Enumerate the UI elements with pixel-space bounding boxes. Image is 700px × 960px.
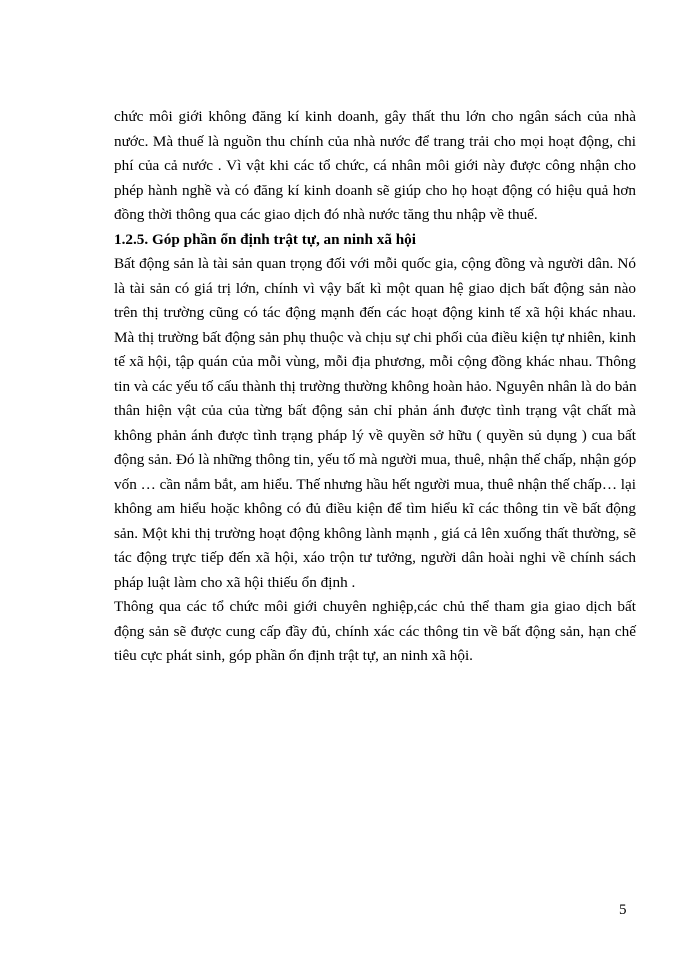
text-line: chức môi giới không đăng kí kinh doanh, gây thất thu lớn cho ngân sách của nhà [114, 108, 636, 125]
text-line: là tài sản có giá trị lớn, chính vì vậy bất kì một quan hệ giao dịch bất động sản nào [114, 279, 636, 297]
text-line: tiêu cực phát sinh, góp phần ổn định trật tự, an ninh xã hội. [114, 647, 473, 664]
text-line: Thông qua các tổ chức môi giới chuyên nghiệp,các chủ thể tham gia giao dịch bất [114, 598, 636, 615]
text-line: động sản sẽ được cung cấp đầy đủ, chính xác các thông tin về bất động sản, hạn chế [114, 622, 636, 640]
text-line: đồng thời thông qua các giao dịch đó nhà nước tăng thu nhập về thuế. [114, 206, 538, 223]
text-line: tin và các yếu tố cấu thành thị trường thường không hoàn hảo. Nguyên nhân là do bản [114, 377, 637, 395]
text-line: tác động trực tiếp đến xã hội, xáo trộn tư tưởng, người dân hoài nghi về chính sách [114, 549, 636, 566]
text-line: không am hiểu hoặc không có đủ điều kiện để tìm hiểu kĩ các thông tin về bất động [114, 500, 636, 517]
text-line: tế xã hội, tập quán của mỗi vùng, mỗi địa phương, mỗi cộng đồng khác nhau. Thông [114, 353, 636, 370]
text-line: pháp luật làm cho xã hội thiếu ổn định . [114, 573, 356, 591]
text-line: vốn … cần nắm bắt, am hiểu. Thế nhưng hầu hết người mua, thuê nhận thế chấp… lại [114, 475, 636, 493]
page-number: 5 [619, 902, 627, 918]
page-content [114, 105, 636, 669]
text-line: sản. Một khi thị trường hoạt động không lành mạnh , giá cả lên xuống thất thường, sẽ [114, 524, 636, 542]
text-line: phép hành nghề và có đăng kí kinh doanh sẽ giúp cho họ hoạt động có hiệu quả hơn [114, 181, 636, 199]
text-line: phí của cả nước . Vì vật khi các tổ chức, cá nhân môi giới này được công nhận cho [114, 157, 636, 174]
text-line: thân hiện vật của của từng bất động sản chỉ phản ánh được tình trạng vật chất mà [114, 402, 636, 419]
text-line: Bất động sản là tài sản quan trọng đối với mỗi quốc gia, cộng đồng và người dân. Nó [114, 255, 636, 272]
text-line: Mà thị trường bất động sản phụ thuộc và chịu sự chi phối của điều kiện tự nhiên, kinh [114, 328, 636, 346]
text-line: động sản. Đó là những thông tin, yếu tố mà người mua, thuê, nhận thế chấp, nhận góp [114, 451, 637, 468]
section-heading: 1.2.5. Góp phần ổn định trật tự, an ninh xã hội [114, 230, 416, 248]
text-line: nước. Mà thuế là nguồn thu chính của nhà nước để trang trải cho mọi hoạt động, chi [114, 132, 636, 150]
text-line: trên thị trường cũng có tác động mạnh đến các hoạt động kinh tế xã hội khác nhau. [114, 304, 636, 321]
text-line: không phản ánh được tình trạng pháp lý về quyền sở hữu ( quyền sủ dụng ) cua bất [114, 426, 636, 444]
